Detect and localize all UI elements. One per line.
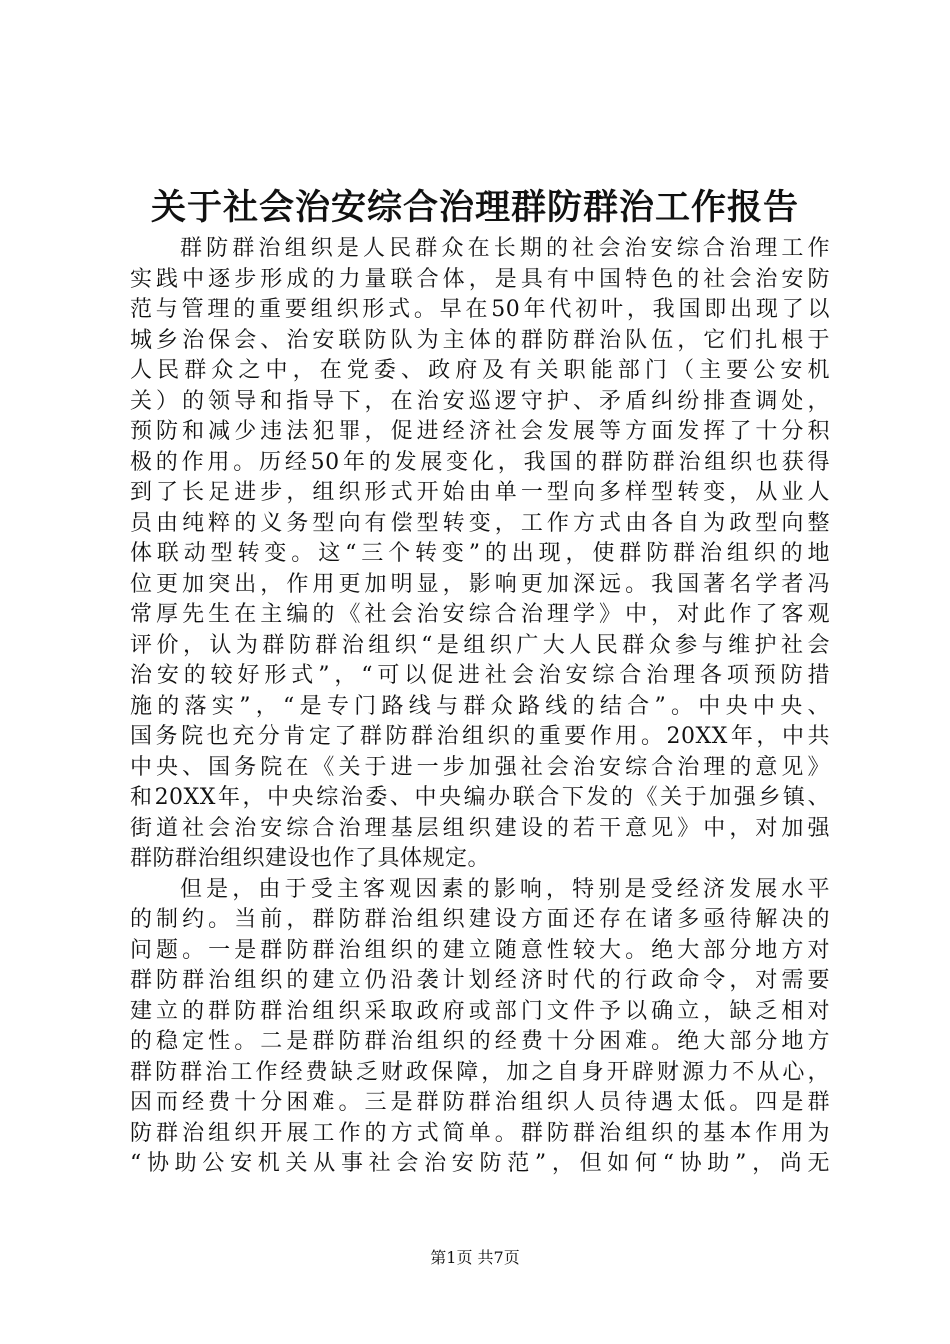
paragraph-2-line: 因而经费十分困难。三是群防群治组织人员待遇太低。四是群 [130,1090,830,1115]
paragraph-1-line: 治安的较好形式”，“可以促进社会治安综合治理各项预防措 [130,663,830,688]
paragraph-2-line: 群防群治工作经费缺乏财政保障，加之自身开辟财源力不从心， [130,1059,830,1085]
paragraph-1-line: 群防群治组织建设也作了具体规定。 [130,846,491,871]
page-number-footer: 第1页 共7页 [430,1248,520,1267]
paragraph-1-line: 城乡治保会、治安联防队为主体的群防群治队伍，它们扎根于 [130,327,830,353]
paragraph-2-line: 建立的群防群治组织采取政府或部门文件予以确立，缺乏相对 [130,998,830,1024]
paragraph-1-line: 极的作用。历经50年的发展变化，我国的群防群治组织也获得 [130,449,830,475]
paragraph-1-line: 位更加突出，作用更加明显，影响更加深远。我国著名学者冯 [130,571,830,597]
paragraph-1-line: 评价，认为群防群治组织“是组织广大人民群众参与维护社会 [130,632,830,658]
paragraph-2-line: 的制约。当前，群防群治组织建设方面还存在诸多亟待解决的 [130,907,830,932]
paragraph-2 [130,875,830,1180]
paragraph-1-line: 国务院也充分肯定了群防群治组织的重要作用。20XX年，中共 [130,724,830,749]
paragraph-1-line: 和20XX年，中央综治委、中央编办联合下发的《关于加强乡镇、 [130,785,830,810]
paragraph-2-line: 防群治组织开展工作的方式简单。群防群治组织的基本作用为 [130,1120,830,1146]
paragraph-1 [130,234,830,875]
paragraph-2-line: “协助公安机关从事社会治安防范”，但如何“协助”，尚无 [130,1151,830,1176]
paragraph-1-line: 范与管理的重要组织形式。早在50年代初叶，我国即出现了以 [130,297,830,322]
paragraph-1-line: 关）的领导和指导下，在治安巡逻守护、矛盾纠纷排查调处， [130,388,830,414]
paragraph-1-line: 预防和减少违法犯罪，促进经济社会发展等方面发挥了十分积 [130,419,830,444]
paragraph-1-line: 街道社会治安综合治理基层组织建设的若干意见》中，对加强 [130,815,830,841]
paragraph-2-line: 但是，由于受主客观因素的影响，特别是受经济发展水平 [180,876,830,902]
paragraph-1-line: 员由纯粹的义务型向有偿型转变，工作方式由各自为政型向整 [130,510,830,536]
paragraph-1-line: 人民群众之中，在党委、政府及有关职能部门（主要公安机 [130,358,830,383]
paragraph-1-line: 群防群治组织是人民群众在长期的社会治安综合治理工作 [180,236,830,261]
paragraph-1-line: 实践中逐步形成的力量联合体，是具有中国特色的社会治安防 [130,266,830,292]
paragraph-2-line: 问题。一是群防群治组织的建立随意性较大。绝大部分地方对 [130,937,830,963]
document-title: 关于社会治安综合治理群防群治工作报告 [150,188,799,228]
paragraph-1-line: 到了长足进步，组织形式开始由单一型向多样型转变，从业人 [130,480,830,505]
paragraph-1-line: 常厚先生在主编的《社会治安综合治理学》中，对此作了客观 [130,602,830,627]
paragraph-2-line: 群防群治组织的建立仍沿袭计划经济时代的行政命令，对需要 [130,968,830,993]
document-body [130,234,830,1180]
paragraph-1-line: 中央、国务院在《关于进一步加强社会治安综合治理的意见》 [130,754,830,780]
paragraph-1-line: 体联动型转变。这“三个转变”的出现，使群防群治组织的地 [130,541,830,566]
paragraph-2-line: 的稳定性。二是群防群治组织的经费十分困难。绝大部分地方 [130,1029,830,1054]
paragraph-1-line: 施的落实”，“是专门路线与群众路线的结合”。中央中央、 [130,693,830,719]
